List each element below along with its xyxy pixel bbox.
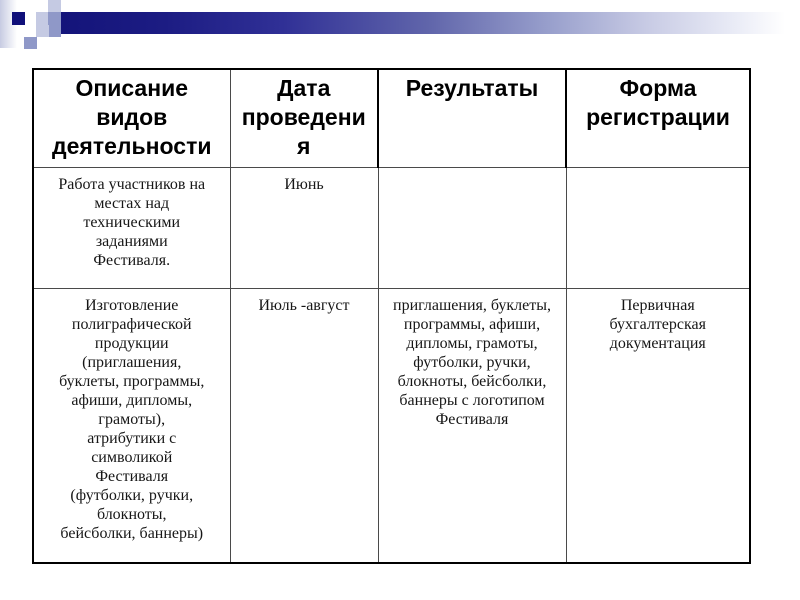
text-line: Июль -август — [258, 296, 350, 314]
table-row — [33, 167, 750, 288]
text-line: Форма — [619, 75, 697, 101]
text-line: Работа участников на — [58, 175, 206, 193]
cell-row1-results — [378, 167, 566, 288]
text-line: Первичная — [620, 296, 695, 314]
cell-row2-results — [378, 288, 566, 563]
text-line: (футболки, ручки, — [70, 486, 194, 504]
text-line: видов — [96, 104, 168, 130]
text-line: полиграфической — [71, 315, 192, 333]
decor-square — [49, 25, 61, 37]
text-line: Описание — [75, 75, 189, 101]
text-line: техническими — [83, 213, 181, 231]
text-line: проведени — [241, 104, 366, 130]
text-line: я — [297, 133, 311, 159]
cell-row1-date — [230, 167, 378, 288]
text-line: баннеры с логотипом — [399, 391, 545, 409]
text-line: Фестиваля. — [93, 251, 171, 269]
decor-square — [48, 12, 61, 25]
header-cell-registration-form — [566, 69, 750, 167]
cell-row2-registration — [566, 288, 750, 563]
text-line: атрибутики с — [87, 429, 177, 447]
header-cell-results — [378, 69, 566, 167]
text-line: бейсболки, баннеры) — [60, 524, 204, 542]
header-cell-description — [33, 69, 230, 167]
table-header-row — [33, 69, 750, 167]
text-line: Дата — [277, 75, 331, 101]
text-line: деятельности — [52, 133, 212, 159]
text-line: документация — [609, 334, 706, 352]
text-line: буклеты, программы, — [59, 372, 205, 390]
header-cell-date — [230, 69, 378, 167]
text-line: Фестиваля — [95, 467, 169, 485]
text-line: дипломы, грамоты, — [406, 334, 538, 352]
cell-row2-date — [230, 288, 378, 563]
text-line: приглашения, буклеты, — [393, 296, 551, 314]
text-line: продукции — [94, 334, 169, 352]
text-line: Результаты — [405, 75, 539, 101]
title-bar-gradient-decoration — [61, 12, 800, 34]
text-line: футболки, ручки, — [413, 353, 531, 371]
decor-square — [36, 25, 49, 37]
text-line: Фестиваля — [435, 410, 509, 428]
cell-row1-registration — [566, 167, 750, 288]
text-line: символикой — [91, 448, 173, 466]
text-line: Июнь — [284, 175, 324, 193]
cell-row1-description — [33, 167, 230, 288]
decor-square — [36, 12, 48, 25]
text-line: Изготовление — [85, 296, 179, 314]
text-line: (приглашения, — [82, 353, 182, 371]
text-line: грамоты), — [98, 410, 166, 428]
decor-square — [24, 37, 37, 49]
text-line: бухгалтерская — [609, 315, 706, 333]
cell-row2-description — [33, 288, 230, 563]
text-line: местах над — [94, 194, 170, 212]
text-line: афиши, дипломы, — [71, 391, 193, 409]
text-line: заданиями — [95, 232, 168, 250]
text-line: блокноты, бейсболки, — [397, 372, 547, 390]
text-line: программы, афиши, — [403, 315, 541, 333]
text-line: регистрации — [586, 104, 730, 130]
table-row — [33, 288, 750, 563]
decor-square-navy — [12, 12, 25, 25]
text-line: блокноты, — [96, 505, 167, 523]
activity-table — [32, 68, 751, 564]
decor-square — [48, 0, 61, 12]
